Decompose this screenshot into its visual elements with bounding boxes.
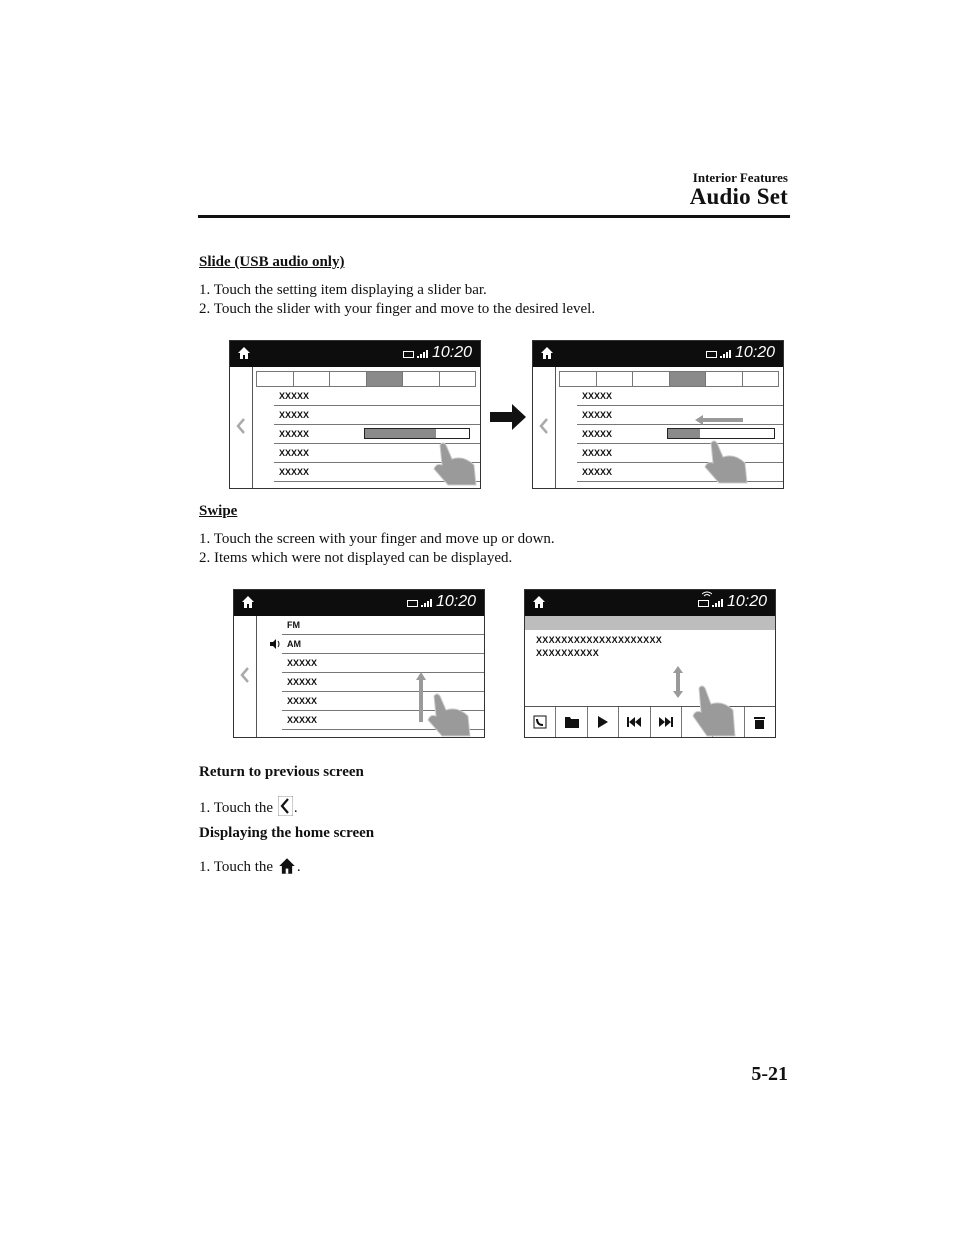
side-column xyxy=(230,367,253,488)
list-item[interactable]: XXXXX xyxy=(577,444,783,463)
tab-scroll-right[interactable] xyxy=(440,372,476,386)
battery-icon xyxy=(407,600,418,607)
home-icon[interactable] xyxy=(540,346,554,360)
swipe-vertical-arrow xyxy=(673,666,683,698)
finger-icon xyxy=(701,437,749,485)
list-item[interactable]: XXXXX xyxy=(577,406,783,425)
list-item[interactable]: XXXXX xyxy=(577,463,783,482)
status-bar xyxy=(533,341,783,367)
slide-step-2: 2. Touch the slider with your finger and move to the desired level. xyxy=(199,301,596,317)
slide-step-1: 1. Touch the setting item displaying a slider bar. xyxy=(199,282,487,298)
slide-screen-after xyxy=(532,340,784,489)
wifi-icon xyxy=(702,591,712,598)
player-toolbar xyxy=(525,706,775,737)
back-chevron-icon[interactable] xyxy=(235,417,247,435)
next-icon xyxy=(659,717,673,727)
list-item[interactable]: XXXXX xyxy=(274,387,480,406)
tab[interactable] xyxy=(633,372,670,386)
swipe-step-2: 2. Items which were not displayed can be displayed. xyxy=(199,550,513,566)
list-item[interactable]: XXXXX xyxy=(274,425,480,444)
slide-direction-arrow xyxy=(695,415,745,425)
finger-icon xyxy=(424,690,472,738)
tab-scroll-left[interactable] xyxy=(560,372,597,386)
status-bar xyxy=(230,341,480,367)
return-step: 1. Touch the . xyxy=(199,796,298,817)
finger-icon xyxy=(430,439,478,487)
tab[interactable] xyxy=(706,372,743,386)
tab-strip[interactable] xyxy=(559,371,779,387)
home-icon[interactable] xyxy=(237,346,251,360)
back-chevron-icon[interactable] xyxy=(538,417,550,435)
home-step: 1. Touch the . xyxy=(199,859,301,875)
section-title: Audio Set xyxy=(689,184,788,209)
side-column xyxy=(234,616,257,737)
home-heading: Displaying the home screen xyxy=(199,825,375,841)
slider-fill xyxy=(365,429,436,438)
speaker-icon xyxy=(270,639,281,649)
battery-icon xyxy=(403,351,414,358)
clock: 10:20 xyxy=(726,593,767,610)
list-item-am[interactable]: AM xyxy=(282,635,484,654)
swipe-screen-list xyxy=(233,589,485,738)
list-item[interactable]: XXXXX xyxy=(577,425,783,444)
list-item[interactable]: XXXXX xyxy=(274,406,480,425)
slider-fill xyxy=(668,429,700,438)
side-column xyxy=(533,367,556,488)
home-icon xyxy=(278,857,296,875)
clock: 10:20 xyxy=(431,344,472,361)
list-item[interactable]: XXXXX xyxy=(282,711,484,730)
tab-strip[interactable] xyxy=(256,371,476,387)
tab-scroll-right[interactable] xyxy=(743,372,779,386)
home-icon[interactable] xyxy=(241,595,255,609)
play-icon xyxy=(598,716,608,728)
swipe-screen-player xyxy=(524,589,776,738)
signal-icon xyxy=(417,350,430,358)
next-button[interactable] xyxy=(651,707,682,737)
home-icon[interactable] xyxy=(532,595,546,609)
track-title: XXXXXXXXXXXXXXXXXXXX xyxy=(536,635,663,645)
signal-icon xyxy=(421,599,434,607)
chapter-category: Interior Features xyxy=(692,170,788,185)
tab-active[interactable] xyxy=(670,372,707,386)
track-artist: XXXXXXXXXX xyxy=(536,648,600,658)
clock: 10:20 xyxy=(435,593,476,610)
slide-heading: Slide (USB audio only) xyxy=(199,254,345,270)
return-heading: Return to previous screen xyxy=(199,764,364,780)
header-rule xyxy=(198,215,790,218)
back-chevron-icon[interactable] xyxy=(239,666,251,684)
slider-bar[interactable] xyxy=(364,428,470,439)
status-bar xyxy=(525,590,775,616)
list-item[interactable]: XXXXX xyxy=(282,692,484,711)
clock: 10:20 xyxy=(734,344,775,361)
phone-icon xyxy=(533,715,547,729)
folder-icon xyxy=(565,716,579,728)
tab[interactable] xyxy=(330,372,367,386)
arrow-right-icon xyxy=(490,402,528,432)
list-item[interactable]: XXXXX xyxy=(274,463,480,482)
swipe-step-1: 1. Touch the screen with your finger and move up or down. xyxy=(199,531,555,547)
back-chevron-icon xyxy=(278,796,293,816)
finger-icon xyxy=(689,682,737,738)
title-strip xyxy=(525,616,775,630)
list-item[interactable]: XXXXX xyxy=(577,387,783,406)
list-item-fm[interactable]: FM xyxy=(282,616,484,635)
delete-button[interactable] xyxy=(745,707,775,737)
swipe-heading: Swipe xyxy=(199,503,238,519)
status-bar xyxy=(234,590,484,616)
slide-screen-before xyxy=(229,340,481,489)
previous-button[interactable] xyxy=(619,707,650,737)
tab[interactable] xyxy=(294,372,331,386)
play-button[interactable] xyxy=(588,707,619,737)
list-item[interactable]: XXXXX xyxy=(274,444,480,463)
trash-icon xyxy=(754,716,765,729)
tab-active[interactable] xyxy=(367,372,404,386)
tab[interactable] xyxy=(597,372,634,386)
list-item[interactable]: XXXXX xyxy=(282,673,484,692)
tab[interactable] xyxy=(403,372,440,386)
battery-icon xyxy=(698,600,709,607)
previous-icon xyxy=(627,717,641,727)
page-number: 5-21 xyxy=(751,1063,788,1085)
list-item[interactable]: XXXXX xyxy=(282,654,484,673)
battery-icon xyxy=(706,351,717,358)
signal-icon xyxy=(712,599,725,607)
signal-icon xyxy=(720,350,733,358)
folder-button[interactable] xyxy=(556,707,587,737)
phone-menu-button[interactable] xyxy=(525,707,556,737)
tab-scroll-left[interactable] xyxy=(257,372,294,386)
